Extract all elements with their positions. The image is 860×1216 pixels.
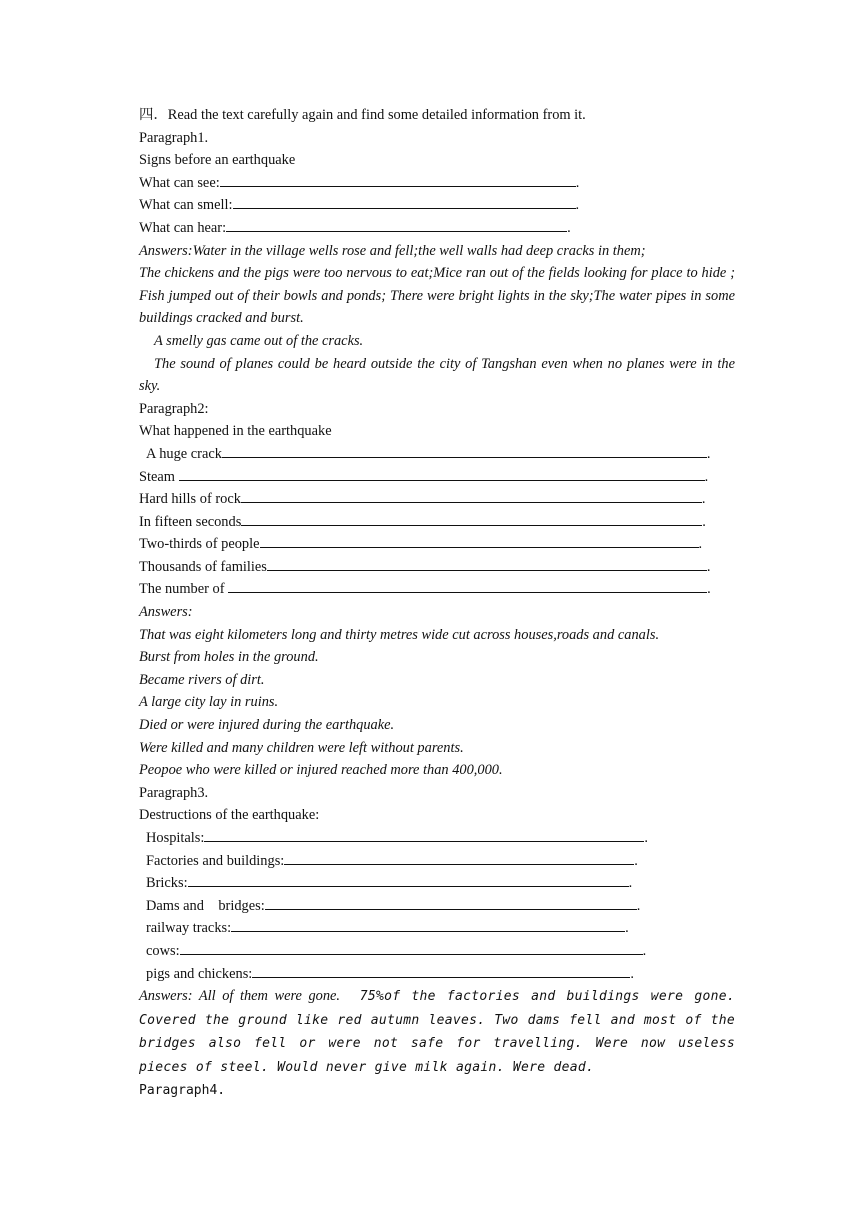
item-railway-tracks: railway tracks: . — [139, 917, 735, 940]
paragraph2-subtitle: What happened in the earthquake — [139, 423, 332, 440]
answer-blank[interactable] — [220, 172, 576, 187]
paragraph3-title: Paragraph3. — [139, 784, 209, 801]
answer-blank[interactable] — [231, 917, 625, 932]
question-see-label: What can see: — [139, 174, 220, 191]
paragraph2-answer: Peopoe who were killed or injured reached more than 400,000. — [139, 762, 503, 779]
paragraph3-answer-rest: 75%of the factories and buildings were gone. Covered the ground like red autumn leaves. Two dams fell and most of the bridges also fell or were not safe for travelling. Were now useless pieces of steel. Would never give milk again. Were dead. — [139, 989, 735, 1075]
paragraph1-subtitle: Signs before an earthquake — [139, 152, 296, 169]
document-page — [139, 104, 735, 1102]
paragraph2-title: Paragraph2: — [139, 400, 209, 417]
answer-blank[interactable] — [241, 488, 702, 503]
paragraph3-answers — [139, 985, 735, 1079]
question-smell: What can smell: . — [139, 194, 735, 217]
answer-blank[interactable] — [265, 895, 637, 910]
answer-blank[interactable] — [226, 217, 567, 232]
item-fifteen-seconds: In fifteen seconds . — [139, 511, 735, 534]
answer-blank[interactable] — [267, 556, 707, 571]
question-smell-label: What can smell: — [139, 197, 233, 214]
answer-blank[interactable] — [222, 443, 707, 458]
item-steam: Steam . — [139, 466, 735, 489]
answer-blank[interactable] — [241, 511, 702, 526]
paragraph2-answer: Became rivers of dirt. — [139, 671, 265, 688]
answer-blank[interactable] — [233, 194, 576, 209]
item-huge-crack: A huge crack . — [139, 443, 735, 466]
item-dams-bridges: Dams and bridges: . — [139, 895, 735, 918]
item-pigs-chickens: pigs and chickens: . — [139, 963, 735, 986]
answer-blank[interactable] — [228, 578, 707, 593]
item-number-of: The number of . — [139, 578, 735, 601]
item-hard-hills: Hard hills of rock . — [139, 488, 735, 511]
paragraph1-title: Paragraph1. — [139, 129, 209, 146]
answer-blank[interactable] — [179, 466, 705, 481]
paragraph4-title: Paragraph4. — [139, 1082, 226, 1098]
item-hospitals: Hospitals: . — [139, 827, 735, 850]
paragraph2-answer: Were killed and many children were left without parents. — [139, 739, 464, 756]
item-cows: cows: . — [139, 940, 735, 963]
item-bricks: Bricks: . — [139, 872, 735, 895]
answer-blank[interactable] — [180, 940, 643, 955]
paragraph2-answer: That was eight kilometers long and thirty metres wide cut across houses,roads and canals. — [139, 626, 660, 643]
item-thousands-families: Thousands of families . — [139, 556, 735, 579]
paragraph2-answers-label: Answers: — [139, 604, 193, 621]
paragraph1-answer-line: Answers:Water in the village wells rose and fell;the well walls had deep cracks in them; — [139, 242, 646, 259]
paragraph2-answer: A large city lay in ruins. — [139, 694, 279, 711]
paragraph1-answer-text: The chickens and the pigs were too nervous to eat;Mice ran out of the fields looking for place to hide ; Fish jumped out of their bowls and ponds; There were bright lights in the sky;The water pipes in some buildings cracked and burst. — [139, 265, 735, 327]
section-heading: 四．Read the text carefully again and find some detailed information from it. — [139, 107, 586, 123]
answer-blank[interactable] — [284, 850, 634, 865]
paragraph1-answer-hear: The sound of planes could be heard outside the city of Tangshan even when no planes were in the sky. — [139, 355, 735, 395]
question-hear: What can hear: . — [139, 217, 735, 240]
item-factories: Factories and buildings: . — [139, 850, 735, 873]
paragraph2-answer: Burst from holes in the ground. — [139, 649, 319, 666]
paragraph3-subtitle: Destructions of the earthquake: — [139, 807, 320, 824]
paragraph2-answer: Died or were injured during the earthquake. — [139, 717, 395, 734]
question-hear-label: What can hear: — [139, 219, 227, 236]
question-see: What can see: . — [139, 172, 735, 195]
answer-blank[interactable] — [260, 533, 699, 548]
paragraph3-answer-start: Answers: All of them were gone. — [139, 988, 341, 1005]
answer-blank[interactable] — [252, 963, 630, 978]
answer-blank[interactable] — [204, 827, 644, 842]
item-two-thirds: Two-thirds of people . — [139, 533, 735, 556]
paragraph1-answer-smell: A smelly gas came out of the cracks. — [154, 332, 364, 349]
answer-blank[interactable] — [188, 872, 629, 887]
